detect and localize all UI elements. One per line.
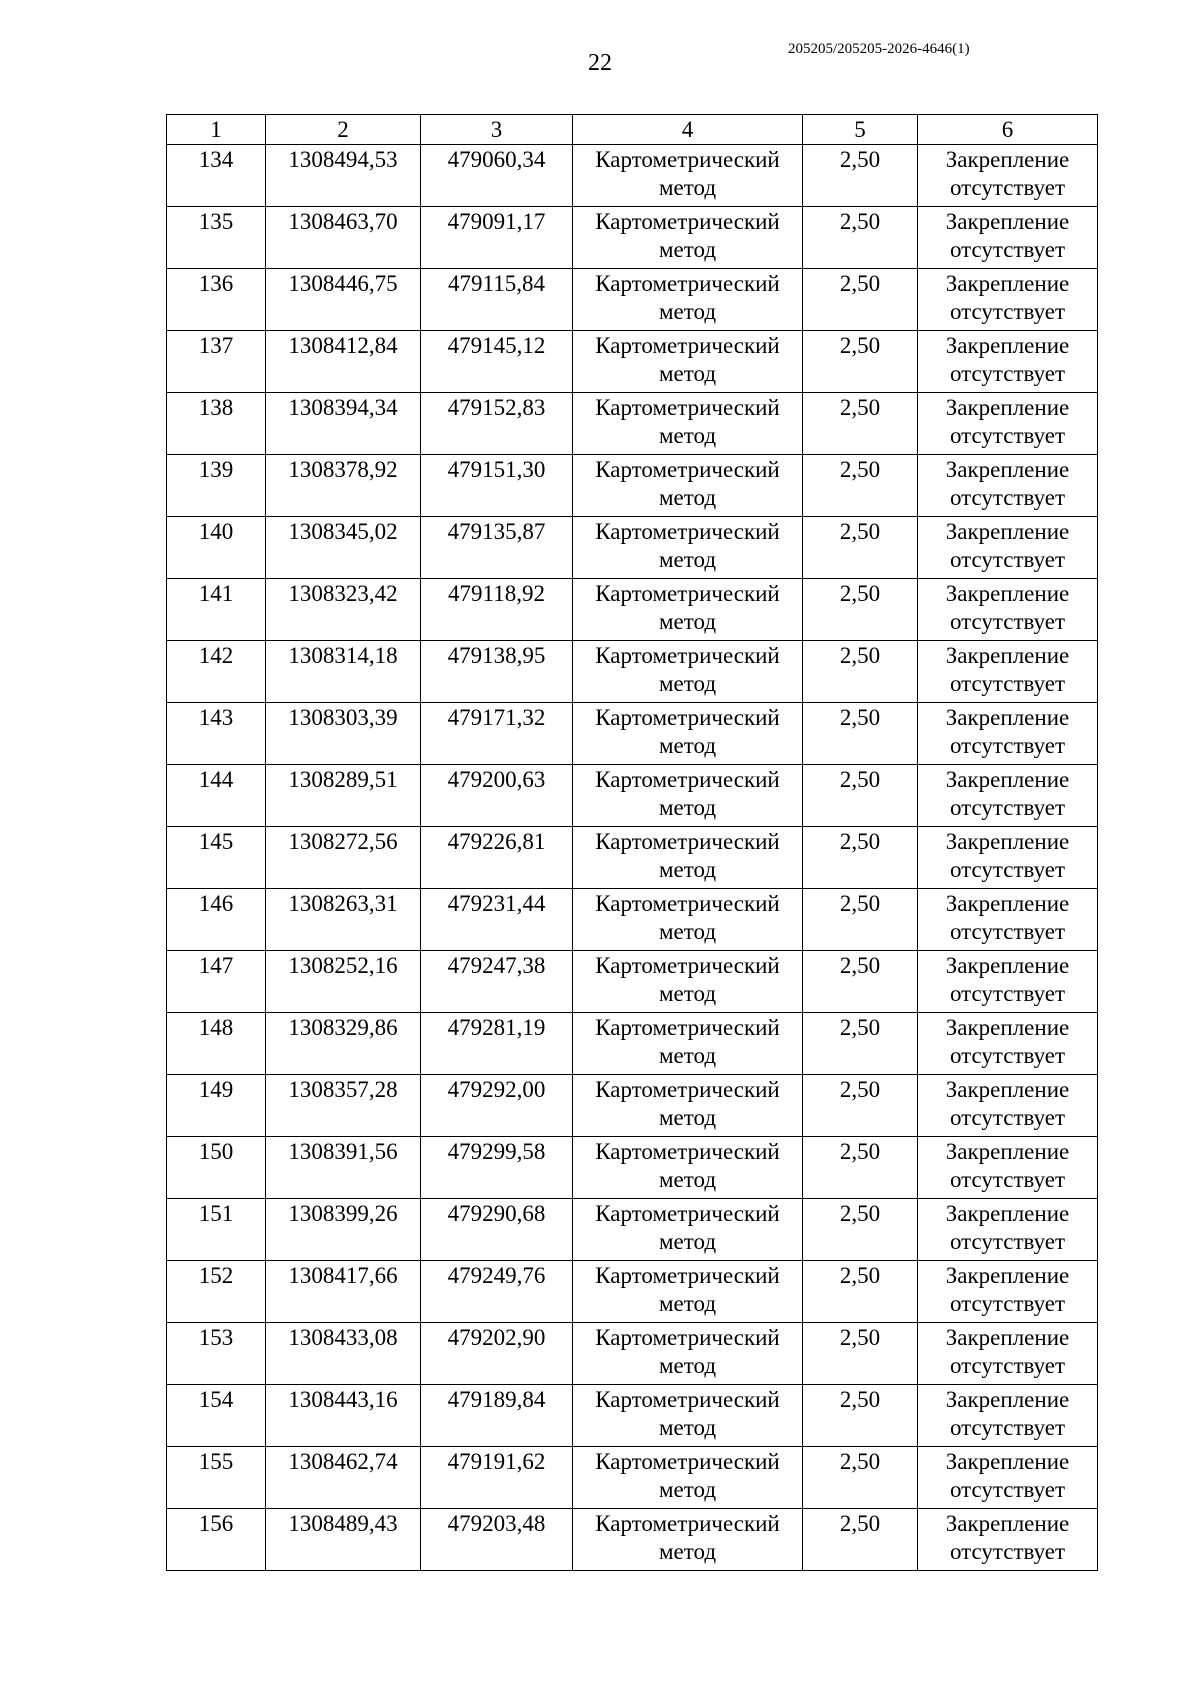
- method-cell-line2: метод: [658, 423, 717, 448]
- point-number-cell: 136: [167, 269, 266, 331]
- y-coordinate-cell: 479249,76: [421, 1261, 573, 1323]
- table-row: [167, 827, 1098, 889]
- method-cell-line2: метод: [658, 1353, 717, 1378]
- y-coordinate-cell: 479135,87: [421, 517, 573, 579]
- x-coordinate-cell: 1308272,56: [266, 827, 421, 889]
- method-cell-line1: Картометрический: [595, 147, 780, 172]
- fixation-cell: [918, 951, 1098, 1013]
- method-cell: [573, 1137, 803, 1199]
- column-header-4: 4: [573, 115, 803, 145]
- method-cell: [573, 1075, 803, 1137]
- accuracy-cell: 2,50: [803, 1447, 918, 1509]
- point-number-cell: 147: [167, 951, 266, 1013]
- method-cell-line2: метод: [658, 1415, 717, 1440]
- y-coordinate-cell: 479231,44: [421, 889, 573, 951]
- method-cell: [573, 889, 803, 951]
- accuracy-cell: 2,50: [803, 455, 918, 517]
- y-coordinate-cell: 479203,48: [421, 1509, 573, 1571]
- column-header-1: 1: [167, 115, 266, 145]
- method-cell-line1: Картометрический: [595, 1077, 780, 1102]
- fixation-cell: [918, 517, 1098, 579]
- fixation-cell-line2: отсутствует: [949, 671, 1066, 696]
- y-coordinate-cell: 479145,12: [421, 331, 573, 393]
- table-row: [167, 579, 1098, 641]
- accuracy-cell: 2,50: [803, 765, 918, 827]
- table-row: [167, 703, 1098, 765]
- fixation-cell-line2: отсутствует: [949, 1539, 1066, 1564]
- fixation-cell-line2: отсутствует: [949, 609, 1066, 634]
- fixation-cell-line2: отсутствует: [949, 1043, 1066, 1068]
- point-number-cell: 143: [167, 703, 266, 765]
- fixation-cell-line1: Закрепление: [945, 643, 1070, 668]
- document-reference: 205205/205205-2026-4646(1): [788, 41, 970, 57]
- method-cell-line2: метод: [658, 609, 717, 634]
- fixation-cell-line1: Закрепление: [945, 953, 1070, 978]
- method-cell-line2: метод: [658, 981, 717, 1006]
- fixation-cell: [918, 827, 1098, 889]
- method-cell-line1: Картометрический: [595, 643, 780, 668]
- method-cell: [573, 765, 803, 827]
- y-coordinate-cell: 479281,19: [421, 1013, 573, 1075]
- fixation-cell: [918, 207, 1098, 269]
- method-cell-line2: метод: [658, 1043, 717, 1068]
- point-number-cell: 152: [167, 1261, 266, 1323]
- y-coordinate-cell: 479118,92: [421, 579, 573, 641]
- fixation-cell: [918, 1075, 1098, 1137]
- method-cell-line1: Картометрический: [595, 271, 780, 296]
- point-number-cell: 154: [167, 1385, 266, 1447]
- x-coordinate-cell: 1308489,43: [266, 1509, 421, 1571]
- method-cell-line1: Картометрический: [595, 333, 780, 358]
- method-cell: [573, 1199, 803, 1261]
- method-cell-line2: метод: [658, 1105, 717, 1130]
- method-cell-line2: метод: [658, 547, 717, 572]
- point-number-cell: 139: [167, 455, 266, 517]
- fixation-cell: [918, 1261, 1098, 1323]
- method-cell-line1: Картометрический: [595, 457, 780, 482]
- fixation-cell: [918, 579, 1098, 641]
- method-cell-line1: Картометрический: [595, 1387, 780, 1412]
- method-cell: [573, 517, 803, 579]
- accuracy-cell: 2,50: [803, 207, 918, 269]
- x-coordinate-cell: 1308412,84: [266, 331, 421, 393]
- fixation-cell-line2: отсутствует: [949, 1291, 1066, 1316]
- method-cell-line1: Картометрический: [595, 1325, 780, 1350]
- method-cell-line1: Картометрический: [595, 891, 780, 916]
- method-cell: [573, 1509, 803, 1571]
- fixation-cell-line2: отсутствует: [949, 733, 1066, 758]
- method-cell: [573, 1013, 803, 1075]
- accuracy-cell: 2,50: [803, 393, 918, 455]
- fixation-cell-line2: отсутствует: [949, 423, 1066, 448]
- fixation-cell: [918, 1509, 1098, 1571]
- table-row: [167, 951, 1098, 1013]
- method-cell-line2: метод: [658, 733, 717, 758]
- point-number-cell: 144: [167, 765, 266, 827]
- x-coordinate-cell: 1308345,02: [266, 517, 421, 579]
- point-number-cell: 135: [167, 207, 266, 269]
- fixation-cell-line1: Закрепление: [945, 1015, 1070, 1040]
- accuracy-cell: 2,50: [803, 1509, 918, 1571]
- point-number-cell: 142: [167, 641, 266, 703]
- x-coordinate-cell: 1308394,34: [266, 393, 421, 455]
- point-number-cell: 134: [167, 145, 266, 207]
- x-coordinate-cell: 1308329,86: [266, 1013, 421, 1075]
- fixation-cell: [918, 765, 1098, 827]
- table-row: [167, 1137, 1098, 1199]
- fixation-cell: [918, 1385, 1098, 1447]
- fixation-cell-line1: Закрепление: [945, 1077, 1070, 1102]
- page-number: 22: [588, 50, 612, 76]
- fixation-cell-line1: Закрепление: [945, 891, 1070, 916]
- accuracy-cell: 2,50: [803, 517, 918, 579]
- table-row: [167, 889, 1098, 951]
- x-coordinate-cell: 1308494,53: [266, 145, 421, 207]
- method-cell: [573, 331, 803, 393]
- method-cell: [573, 951, 803, 1013]
- table-row: [167, 1075, 1098, 1137]
- fixation-cell-line1: Закрепление: [945, 1511, 1070, 1536]
- method-cell-line1: Картометрический: [595, 1201, 780, 1226]
- fixation-cell: [918, 1137, 1098, 1199]
- method-cell-line1: Картометрический: [595, 1263, 780, 1288]
- coordinates-table: [166, 114, 1098, 1571]
- x-coordinate-cell: 1308417,66: [266, 1261, 421, 1323]
- y-coordinate-cell: 479091,17: [421, 207, 573, 269]
- table-row: [167, 393, 1098, 455]
- fixation-cell-line2: отсутствует: [949, 857, 1066, 882]
- x-coordinate-cell: 1308463,70: [266, 207, 421, 269]
- x-coordinate-cell: 1308399,26: [266, 1199, 421, 1261]
- accuracy-cell: 2,50: [803, 579, 918, 641]
- table-row: [167, 145, 1098, 207]
- y-coordinate-cell: 479290,68: [421, 1199, 573, 1261]
- table-row: [167, 455, 1098, 517]
- fixation-cell: [918, 1447, 1098, 1509]
- fixation-cell-line2: отсутствует: [949, 1105, 1066, 1130]
- x-coordinate-cell: 1308443,16: [266, 1385, 421, 1447]
- fixation-cell-line2: отсутствует: [949, 237, 1066, 262]
- method-cell-line2: метод: [658, 1291, 717, 1316]
- method-cell-line2: метод: [658, 1477, 717, 1502]
- method-cell-line2: метод: [658, 919, 717, 944]
- fixation-cell-line2: отсутствует: [949, 485, 1066, 510]
- fixation-cell-line2: отсутствует: [949, 361, 1066, 386]
- table-row: [167, 1261, 1098, 1323]
- y-coordinate-cell: 479292,00: [421, 1075, 573, 1137]
- fixation-cell-line2: отсутствует: [949, 1353, 1066, 1378]
- y-coordinate-cell: 479299,58: [421, 1137, 573, 1199]
- fixation-cell: [918, 1199, 1098, 1261]
- method-cell-line2: метод: [658, 1539, 717, 1564]
- accuracy-cell: 2,50: [803, 269, 918, 331]
- fixation-cell-line2: отсутствует: [949, 795, 1066, 820]
- accuracy-cell: 2,50: [803, 827, 918, 889]
- fixation-cell-line1: Закрепление: [945, 457, 1070, 482]
- accuracy-cell: 2,50: [803, 1323, 918, 1385]
- fixation-cell-line2: отсутствует: [949, 175, 1066, 200]
- method-cell: [573, 703, 803, 765]
- column-header-5: 5: [803, 115, 918, 145]
- method-cell-line2: метод: [658, 175, 717, 200]
- y-coordinate-cell: 479202,90: [421, 1323, 573, 1385]
- fixation-cell-line2: отсутствует: [949, 981, 1066, 1006]
- method-cell: [573, 827, 803, 889]
- x-coordinate-cell: 1308391,56: [266, 1137, 421, 1199]
- fixation-cell-line1: Закрепление: [945, 1201, 1070, 1226]
- method-cell-line1: Картометрический: [595, 829, 780, 854]
- y-coordinate-cell: 479200,63: [421, 765, 573, 827]
- fixation-cell-line2: отсутствует: [949, 547, 1066, 572]
- y-coordinate-cell: 479060,34: [421, 145, 573, 207]
- method-cell: [573, 1261, 803, 1323]
- table-body: [167, 145, 1098, 1571]
- fixation-cell-line1: Закрепление: [945, 333, 1070, 358]
- y-coordinate-cell: 479115,84: [421, 269, 573, 331]
- method-cell-line1: Картометрический: [595, 1511, 780, 1536]
- x-coordinate-cell: 1308314,18: [266, 641, 421, 703]
- method-cell-line1: Картометрический: [595, 767, 780, 792]
- y-coordinate-cell: 479247,38: [421, 951, 573, 1013]
- method-cell: [573, 579, 803, 641]
- x-coordinate-cell: 1308446,75: [266, 269, 421, 331]
- method-cell: [573, 1385, 803, 1447]
- fixation-cell-line2: отсутствует: [949, 919, 1066, 944]
- fixation-cell: [918, 455, 1098, 517]
- accuracy-cell: 2,50: [803, 951, 918, 1013]
- table-row: [167, 207, 1098, 269]
- method-cell-line1: Картометрический: [595, 953, 780, 978]
- fixation-cell-line1: Закрепление: [945, 395, 1070, 420]
- point-number-cell: 148: [167, 1013, 266, 1075]
- fixation-cell-line1: Закрепление: [945, 271, 1070, 296]
- fixation-cell: [918, 331, 1098, 393]
- fixation-cell-line1: Закрепление: [945, 1139, 1070, 1164]
- fixation-cell-line1: Закрепление: [945, 705, 1070, 730]
- method-cell-line1: Картометрический: [595, 209, 780, 234]
- table-row: [167, 1199, 1098, 1261]
- method-cell-line2: метод: [658, 485, 717, 510]
- fixation-cell: [918, 393, 1098, 455]
- method-cell-line2: метод: [658, 795, 717, 820]
- accuracy-cell: 2,50: [803, 703, 918, 765]
- point-number-cell: 140: [167, 517, 266, 579]
- method-cell-line2: метод: [658, 361, 717, 386]
- table-row: [167, 269, 1098, 331]
- point-number-cell: 150: [167, 1137, 266, 1199]
- accuracy-cell: 2,50: [803, 1261, 918, 1323]
- table-row: [167, 1013, 1098, 1075]
- method-cell: [573, 207, 803, 269]
- fixation-cell-line2: отсутствует: [949, 299, 1066, 324]
- fixation-cell-line1: Закрепление: [945, 1387, 1070, 1412]
- point-number-cell: 138: [167, 393, 266, 455]
- method-cell: [573, 1323, 803, 1385]
- x-coordinate-cell: 1308263,31: [266, 889, 421, 951]
- point-number-cell: 153: [167, 1323, 266, 1385]
- accuracy-cell: 2,50: [803, 1385, 918, 1447]
- fixation-cell-line1: Закрепление: [945, 209, 1070, 234]
- accuracy-cell: 2,50: [803, 889, 918, 951]
- x-coordinate-cell: 1308323,42: [266, 579, 421, 641]
- fixation-cell-line1: Закрепление: [945, 147, 1070, 172]
- x-coordinate-cell: 1308303,39: [266, 703, 421, 765]
- fixation-cell: [918, 1323, 1098, 1385]
- method-cell-line1: Картометрический: [595, 395, 780, 420]
- method-cell-line2: метод: [658, 237, 717, 262]
- fixation-cell-line1: Закрепление: [945, 581, 1070, 606]
- x-coordinate-cell: 1308378,92: [266, 455, 421, 517]
- x-coordinate-cell: 1308433,08: [266, 1323, 421, 1385]
- accuracy-cell: 2,50: [803, 1013, 918, 1075]
- x-coordinate-cell: 1308252,16: [266, 951, 421, 1013]
- fixation-cell: [918, 145, 1098, 207]
- y-coordinate-cell: 479151,30: [421, 455, 573, 517]
- method-cell-line1: Картометрический: [595, 1139, 780, 1164]
- y-coordinate-cell: 479189,84: [421, 1385, 573, 1447]
- method-cell: [573, 1447, 803, 1509]
- method-cell-line2: метод: [658, 671, 717, 696]
- fixation-cell: [918, 889, 1098, 951]
- table-row: [167, 1323, 1098, 1385]
- accuracy-cell: 2,50: [803, 331, 918, 393]
- fixation-cell: [918, 641, 1098, 703]
- accuracy-cell: 2,50: [803, 641, 918, 703]
- fixation-cell: [918, 1013, 1098, 1075]
- method-cell: [573, 641, 803, 703]
- fixation-cell-line2: отсутствует: [949, 1477, 1066, 1502]
- method-cell: [573, 269, 803, 331]
- accuracy-cell: 2,50: [803, 145, 918, 207]
- point-number-cell: 137: [167, 331, 266, 393]
- fixation-cell-line2: отсутствует: [949, 1167, 1066, 1192]
- fixation-cell-line1: Закрепление: [945, 1263, 1070, 1288]
- method-cell-line2: метод: [658, 1167, 717, 1192]
- method-cell-line2: метод: [658, 857, 717, 882]
- point-number-cell: 156: [167, 1509, 266, 1571]
- fixation-cell-line1: Закрепление: [945, 829, 1070, 854]
- column-header-6: 6: [918, 115, 1098, 145]
- method-cell-line1: Картометрический: [595, 519, 780, 544]
- fixation-cell: [918, 269, 1098, 331]
- fixation-cell-line1: Закрепление: [945, 767, 1070, 792]
- method-cell-line2: метод: [658, 1229, 717, 1254]
- x-coordinate-cell: 1308357,28: [266, 1075, 421, 1137]
- table-row: [167, 765, 1098, 827]
- fixation-cell-line2: отсутствует: [949, 1229, 1066, 1254]
- fixation-cell: [918, 703, 1098, 765]
- table-row: [167, 1509, 1098, 1571]
- point-number-cell: 141: [167, 579, 266, 641]
- column-header-2: 2: [266, 115, 421, 145]
- column-header-3: 3: [421, 115, 573, 145]
- point-number-cell: 151: [167, 1199, 266, 1261]
- accuracy-cell: 2,50: [803, 1075, 918, 1137]
- fixation-cell-line1: Закрепление: [945, 1449, 1070, 1474]
- method-cell-line2: метод: [658, 299, 717, 324]
- table-header-row: [167, 115, 1098, 145]
- method-cell-line1: Картометрический: [595, 705, 780, 730]
- fixation-cell-line1: Закрепление: [945, 519, 1070, 544]
- x-coordinate-cell: 1308289,51: [266, 765, 421, 827]
- table-row: [167, 1385, 1098, 1447]
- point-number-cell: 146: [167, 889, 266, 951]
- table-row: [167, 1447, 1098, 1509]
- table-row: [167, 641, 1098, 703]
- y-coordinate-cell: 479226,81: [421, 827, 573, 889]
- accuracy-cell: 2,50: [803, 1199, 918, 1261]
- point-number-cell: 155: [167, 1447, 266, 1509]
- x-coordinate-cell: 1308462,74: [266, 1447, 421, 1509]
- y-coordinate-cell: 479138,95: [421, 641, 573, 703]
- method-cell: [573, 393, 803, 455]
- method-cell-line1: Картометрический: [595, 1015, 780, 1040]
- fixation-cell-line1: Закрепление: [945, 1325, 1070, 1350]
- method-cell: [573, 145, 803, 207]
- y-coordinate-cell: 479152,83: [421, 393, 573, 455]
- table-row: [167, 517, 1098, 579]
- fixation-cell-line2: отсутствует: [949, 1415, 1066, 1440]
- point-number-cell: 149: [167, 1075, 266, 1137]
- table-row: [167, 331, 1098, 393]
- point-number-cell: 145: [167, 827, 266, 889]
- method-cell: [573, 455, 803, 517]
- method-cell-line1: Картометрический: [595, 581, 780, 606]
- y-coordinate-cell: 479171,32: [421, 703, 573, 765]
- y-coordinate-cell: 479191,62: [421, 1447, 573, 1509]
- method-cell-line1: Картометрический: [595, 1449, 780, 1474]
- accuracy-cell: 2,50: [803, 1137, 918, 1199]
